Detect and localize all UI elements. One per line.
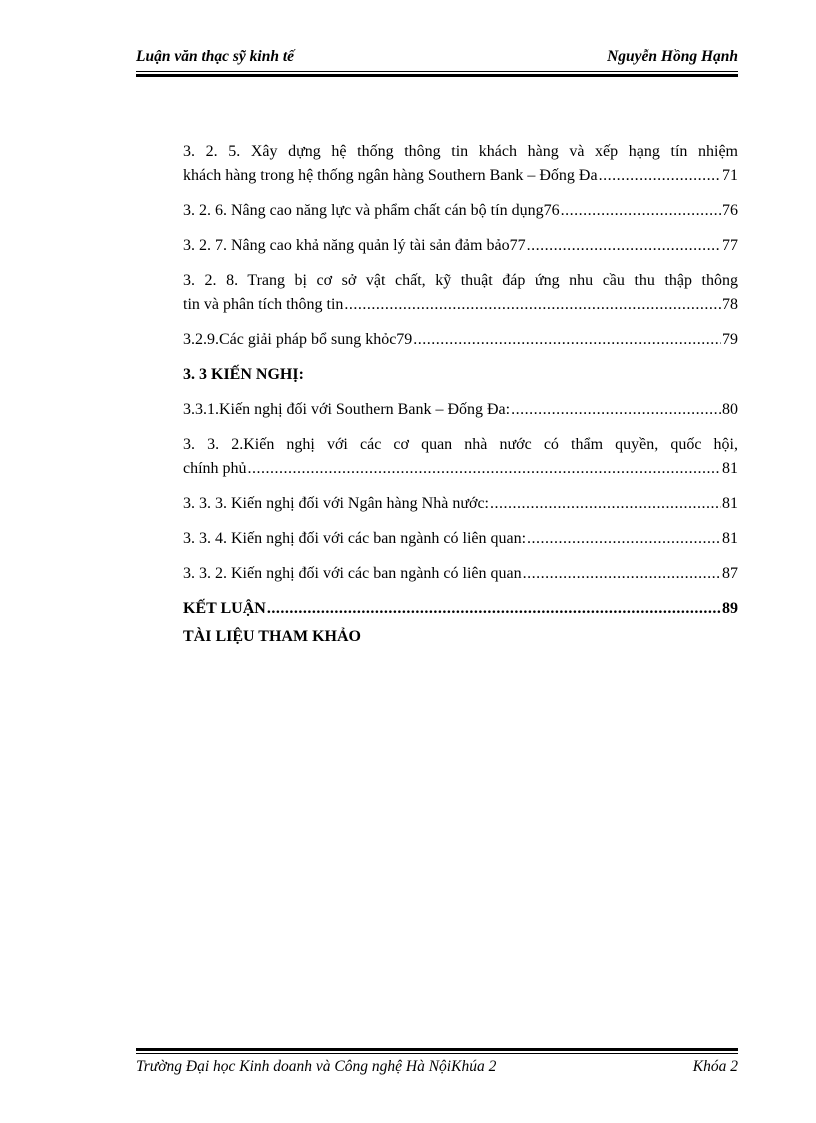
toc-entry-line: 3. 3. 4. Kiến nghị đối với các ban ngành có liên quan: — [183, 530, 527, 547]
toc-leader-dots — [523, 562, 721, 586]
toc-page-number: 76 — [722, 202, 738, 219]
toc-page-number: 77 — [722, 237, 738, 254]
toc-leader-dots — [490, 492, 721, 516]
toc-page-number: 81 — [722, 530, 738, 547]
toc-entry-line: 3. 2. 6. Nâng cao năng lực và phẩm chất cán bộ tín dụng76 — [183, 202, 560, 219]
toc-entry-line: KẾT LUẬN — [183, 600, 266, 617]
toc-leader-dots — [511, 398, 721, 422]
toc-entry-line: chính phủ — [183, 460, 247, 477]
toc-leader-dots — [248, 457, 721, 481]
toc-entry-line: 3. 2. 5. Xây dựng hệ thống thông tin khách hàng và xếp hạng tín nhiệm — [183, 143, 738, 160]
toc-page-number: 71 — [722, 167, 738, 184]
toc-entry-line: 3. 3. 3. Kiến nghị đối với Ngân hàng Nhà nước: — [183, 495, 489, 512]
toc-entry-line: 3. 3. 2.Kiến nghị với các cơ quan nhà nước có thẩm quyền, quốc hội, — [183, 436, 738, 453]
toc-entry-line: tin và phân tích thông tin — [183, 296, 344, 313]
toc-leader-dots — [527, 527, 721, 551]
toc-entry-line: 3. 2. 7. Nâng cao khả năng quản lý tài sản đảm bảo77 — [183, 237, 526, 254]
toc-entry-line: 3.2.9.Các giải pháp bổ sung khỏc79 — [183, 331, 413, 348]
toc-section-heading[interactable]: 3. 3 KIẾN NGHỊ: — [183, 366, 304, 383]
toc-leader-dots — [599, 164, 721, 188]
table-of-contents — [183, 140, 738, 660]
toc-page-number: 78 — [722, 296, 738, 313]
footer-rule-thin — [136, 1053, 738, 1054]
header-thesis-title: Luận văn thạc sỹ kinh tế — [136, 48, 295, 65]
toc-entry-3-3-1[interactable] — [183, 398, 738, 422]
toc-entry-line: 3. 2. 8. Trang bị cơ sở vật chất, kỹ thuật đáp ứng nhu cầu thu thập thông — [183, 272, 738, 289]
page-footer — [136, 1058, 738, 1080]
toc-page-number: 80 — [722, 401, 738, 418]
footer-course: Khóa 2 — [692, 1058, 738, 1075]
toc-leader-dots — [561, 199, 721, 223]
toc-entry-3-3-2[interactable] — [183, 433, 738, 481]
toc-entry-3-3-4[interactable] — [183, 527, 738, 551]
toc-entry-3-2-8[interactable] — [183, 269, 738, 317]
toc-entry-3-2-5[interactable] — [183, 140, 738, 188]
toc-entry-line: khách hàng trong hệ thống ngân hàng Southern Bank – Đống Đa — [183, 167, 598, 184]
toc-entry-3-2-7[interactable] — [183, 234, 738, 258]
toc-leader-dots — [344, 293, 721, 317]
header-rule-thick — [136, 74, 738, 77]
toc-references-heading[interactable]: TÀI LIỆU THAM KHẢO — [183, 628, 361, 645]
toc-entry-3-2-9[interactable] — [183, 328, 738, 352]
toc-page-number: 79 — [722, 331, 738, 348]
toc-entry-3-3-2-b[interactable] — [183, 562, 738, 586]
footer-university: Trường Đại học Kinh doanh và Công nghệ Hà NộiKhúa 2 — [136, 1058, 497, 1075]
toc-page-number: 81 — [722, 495, 738, 512]
header-author-name: Nguyễn Hồng Hạnh — [607, 48, 738, 65]
toc-entry-line: 3.3.1.Kiến nghị đối với Southern Bank – Đống Đa: — [183, 401, 511, 418]
toc-leader-dots — [527, 234, 721, 258]
toc-leader-dots — [267, 597, 721, 621]
toc-page-number: 81 — [722, 460, 738, 477]
toc-entry-3-2-6[interactable] — [183, 199, 738, 223]
footer-rule-thick — [136, 1048, 738, 1051]
toc-page-number: 87 — [722, 565, 738, 582]
header-rule-thin — [136, 71, 738, 72]
toc-entry-3-3-3[interactable] — [183, 492, 738, 516]
toc-entry-conclusion[interactable] — [183, 597, 738, 621]
toc-page-number: 89 — [722, 600, 738, 617]
toc-entry-line: 3. 3. 2. Kiến nghị đối với các ban ngành có liên quan — [183, 565, 522, 582]
page-header — [136, 48, 738, 70]
toc-leader-dots — [413, 328, 721, 352]
